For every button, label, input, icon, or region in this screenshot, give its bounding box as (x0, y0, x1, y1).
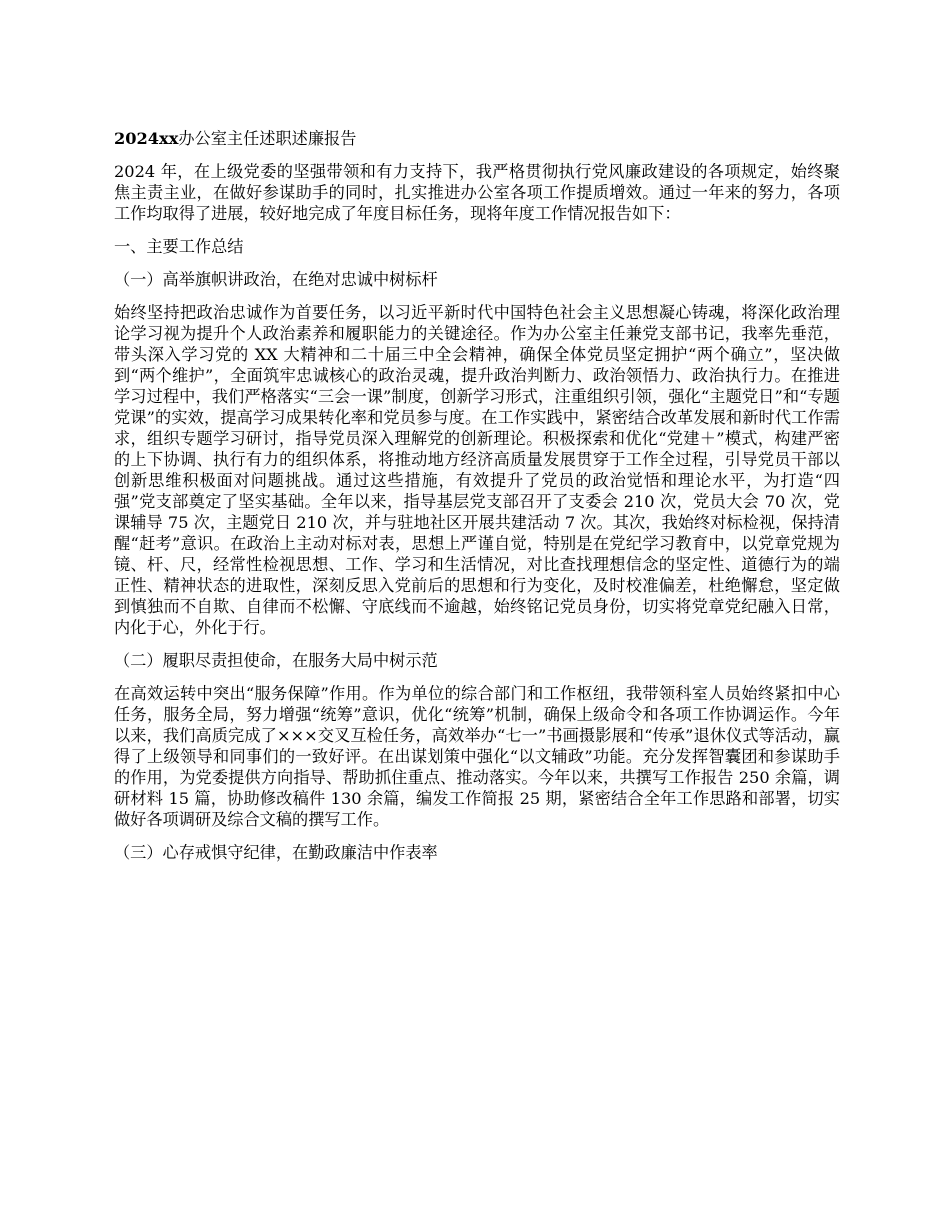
section-heading-main-work: 一、主要工作总结 (114, 237, 244, 256)
subsection-heading-discipline: （三）心存戒惧守纪律，在勤政廉洁中作表率 (114, 843, 438, 862)
document-title (114, 128, 840, 149)
title-text: 办公室主任述职述廉报告 (178, 129, 357, 148)
subsection-heading-duty: （二）履职尽责担使命，在服务大局中树示范 (114, 651, 438, 670)
subsection-heading-politics: （一）高举旗帜讲政治，在绝对忠诚中树标杆 (114, 270, 438, 289)
subsection-body-politics: 始终坚持把政治忠诚作为首要任务，以习近平新时代中国特色社会主义思想凝心铸魂，将深化政治理论学习视为提升个人政治素养和履职能力的关键途径。作为办公室主任兼党支部书记，我率先垂范，带头深入学习党的 XX 大精神和二十届三中全会精神，确保全体党员坚定拥护“两个确立”，坚决做到“两个维护”，全面筑牢忠诚核心的政治灵魂，提升政治判断力、政治领悟力、政治执行力。在推进学习过程中，我们严格落实“三会一课”制度，创新学习形式，注重组织引领，强化“主题党日”和“专题党课”的实效，提高学习成果转化率和党员参与度。在工作实践中，紧密结合改革发展和新时代工作需求，组织专题学习研讨，指导党员深入理解党的创新理论。积极探索和优化“党建＋”模式，构建严密的上下协调、执行有力的组织体系，将推动地方经济高质量发展贯穿于工作全过程，引导党员干部以创新思维积极面对问题挑战。通过这些措施，有效提升了党员的政治觉悟和理论水平，为打造“四强”党支部奠定了坚实基础。全年以来，指导基层党支部召开了支委会 210 次，党员大会 70 次，党课辅导 75 次，主题党日 210 次，并与驻地社区开展共建活动 7 次。其次，我始终对标检视，保持清醒“赶考”意识。在政治上主动对标对表，思想上严谨自觉，特别是在党纪学习教育中，以党章党规为镜、杆、尺，经常性检视思想、工作、学习和生活情况，对比查找理想信念的坚定性、道德行为的端正性、精神状态的进取性，深刻反思入党前后的思想和行为变化，及时校准偏差，杜绝懈怠，坚定做到慎独而不自欺、自律而不松懈、守底线而不逾越，始终铭记党员身份，切实将党章党纪融入日常，内化于心，外化于行。 (114, 303, 840, 637)
intro-paragraph: 2024 年，在上级党委的坚强带领和有力支持下，我严格贯彻执行党风廉政建设的各项规定，始终聚焦主责主业，在做好参谋助手的同时，扎实推进办公室各项工作提质增效。通过一年来的努力，各项工作均取得了进展，较好地完成了年度目标任务，现将年度工作情况报告如下： (114, 162, 840, 223)
title-year-prefix: 2024xx (114, 129, 179, 148)
document-page (114, 128, 840, 875)
subsection-body-duty: 在高效运转中突出“服务保障”作用。作为单位的综合部门和工作枢纽，我带领科室人员始终紧扣中心任务，服务全局，努力增强“统筹”意识，优化“统筹”机制，确保上级命令和各项工作协调运作。今年以来，我们高质完成了×××交叉互检任务，高效举办“七一”书画摄影展和“传承”退休仪式等活动，赢得了上级领导和同事们的一致好评。在出谋划策中强化“以文辅政”功能。充分发挥智囊团和参谋助手的作用，为党委提供方向指导、帮助抓住重点、推动落实。今年以来，共撰写工作报告 250 余篇，调研材料 15 篇，协助修改稿件 130 余篇，编发工作简报 25 期，紧密结合全年工作思路和部署，切实做好各项调研及综合文稿的撰写工作。 (114, 684, 840, 829)
